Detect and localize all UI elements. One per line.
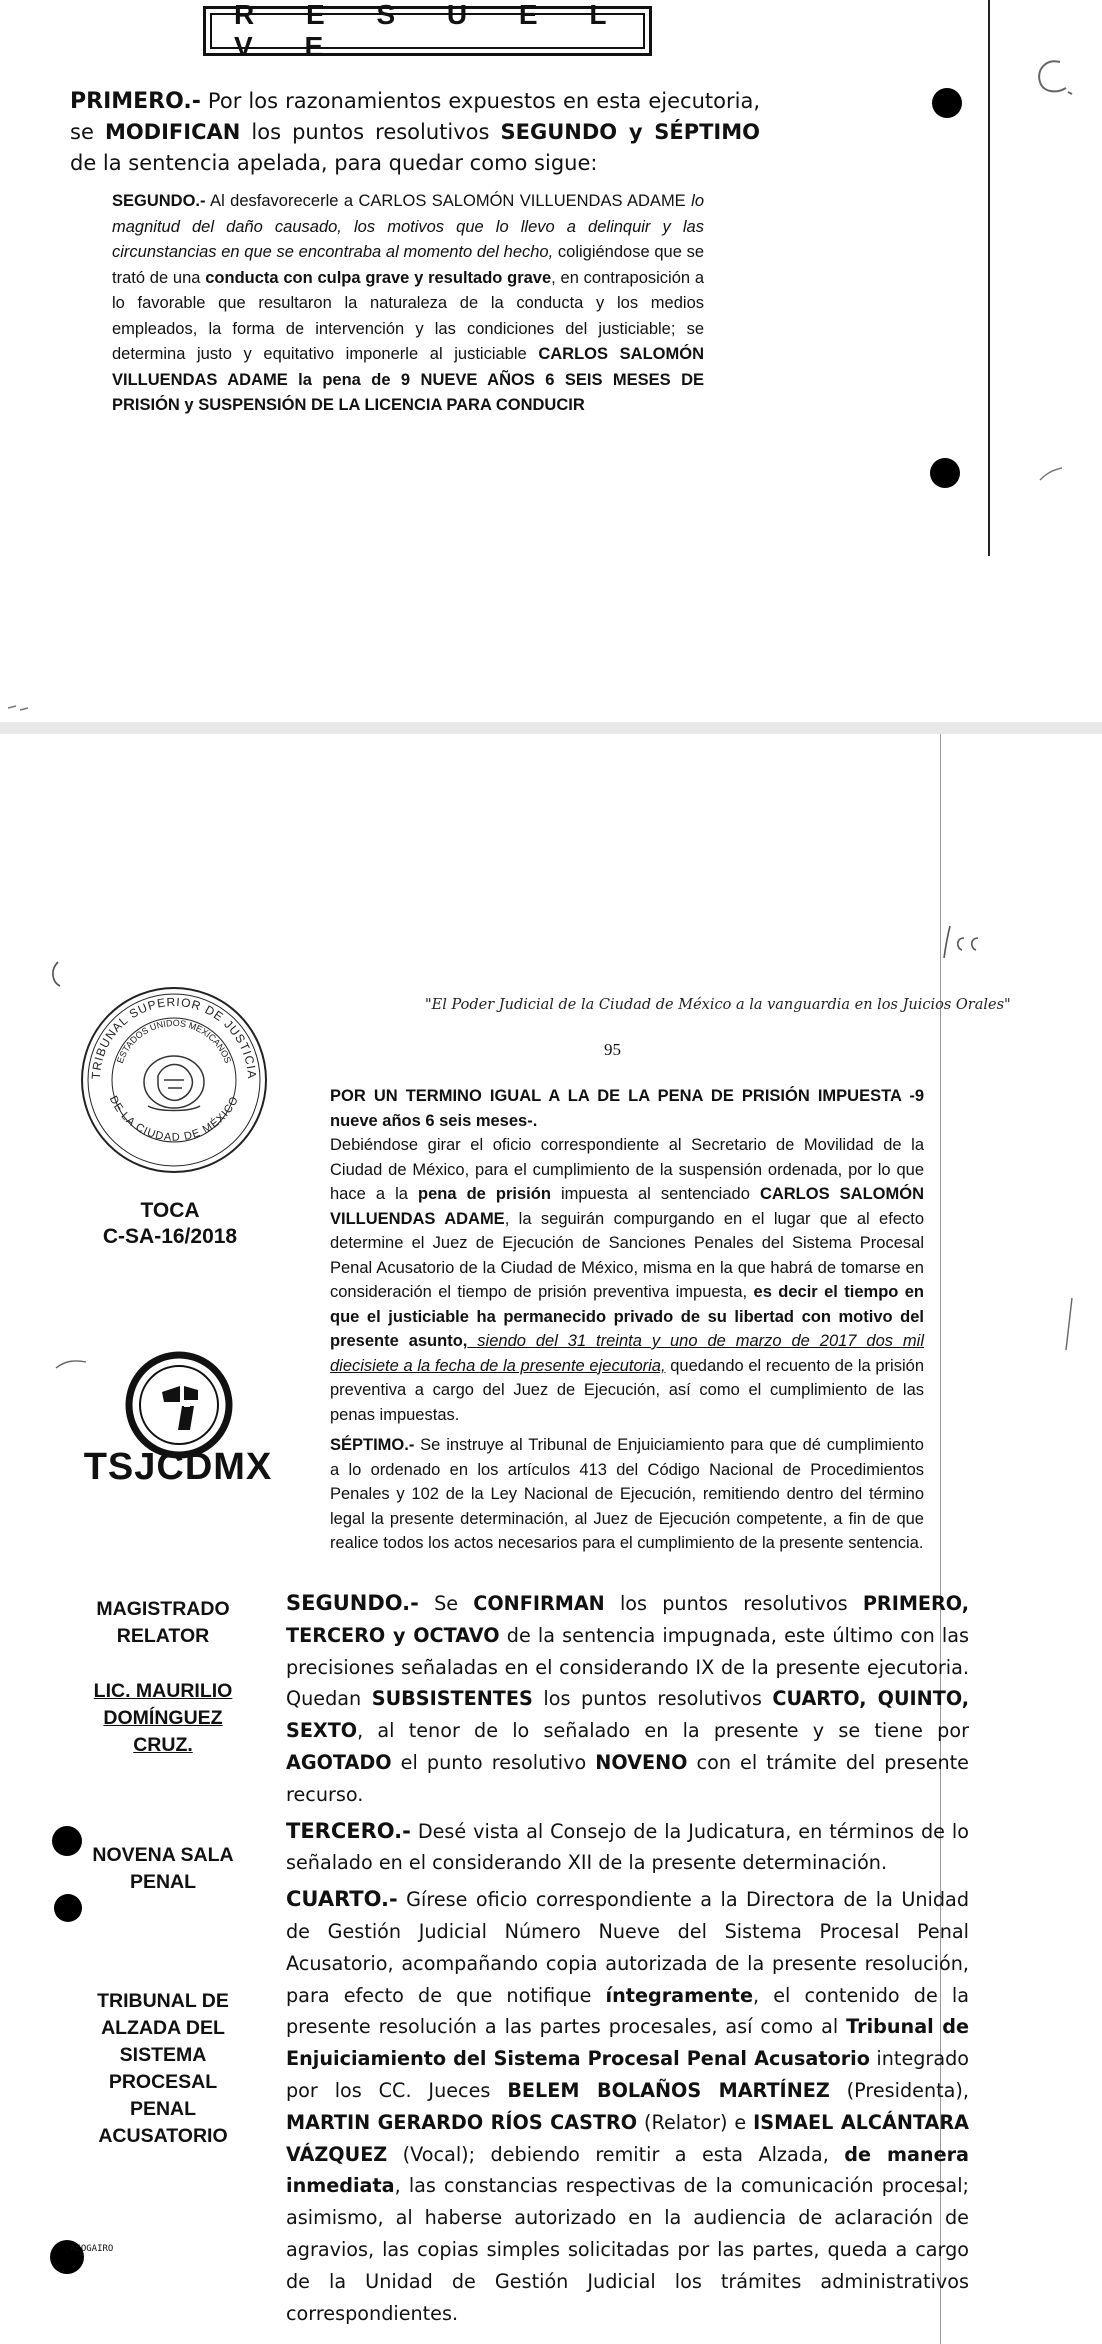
- hole-punch-mark: [932, 88, 962, 118]
- primero-text-b: los puntos resolutivos: [240, 120, 501, 144]
- toca-block: [80, 1198, 260, 1250]
- pena-term-paragraph: [330, 1084, 924, 1133]
- primero-paragraph: [70, 86, 760, 179]
- magistrate-name-line-2: DOMÍNGUEZ: [103, 1707, 223, 1729]
- handwritten-scribble: [936, 914, 996, 974]
- segundo-confirman: CONFIRMAN: [473, 1592, 605, 1615]
- handwritten-scribble: [1036, 462, 1066, 486]
- primero-text-a: Por los razonamientos expuestos en esta ejecutoria, se: [70, 89, 760, 144]
- cuarto-text-a: Gírese oficio correspondiente a la Directora de la Unidad de Gestión Judicial Número Nueve del Sistema Procesal Penal Acusatorio, acompañando copia autorizada de la presente resolución, para efecto de que notifique: [286, 1888, 969, 2007]
- document-page-1: [0, 0, 1102, 722]
- resuelve-heading: R E S U E L V E: [234, 0, 628, 62]
- quote-bold-2: CARLOS SALOMÓN VILLUENDAS ADAME la pena de 9 NUEVE AÑOS 6 SEIS MESES DE PRISIÓN y SUSPENSIÓN DE LA LICENCIA PARA CONDUCIR: [112, 345, 704, 414]
- trib-line-4: PROCESAL: [108, 2071, 218, 2093]
- quote-bold-1: conducta con culpa grave y resultado grave: [205, 268, 552, 287]
- primero-label: PRIMERO.-: [70, 89, 201, 114]
- oficio-text-a: Debiéndose girar el oficio correspondiente al Secretario de Movilidad de la Ciudad de México, para el cumplimiento de la suspensión ordenada, por lo que hace a la: [330, 1136, 924, 1203]
- segundo-text-d: los puntos resolutivos: [532, 1687, 773, 1711]
- magistrate-name-line-3: CRUZ.: [133, 1734, 193, 1756]
- segundo-label: SEGUNDO.-: [286, 1591, 419, 1615]
- quoted-segundo-paragraph: [112, 189, 704, 419]
- handwritten-scribble: [1060, 1294, 1090, 1354]
- segundo-puntos: PRIMERO, TERCERO y OCTAVO: [286, 1592, 969, 1647]
- toca-label: TOCA: [140, 1199, 200, 1222]
- magistrado-line-1: MAGISTRADO: [96, 1598, 230, 1620]
- magistrate-name: [68, 1678, 258, 1759]
- segundo-agotado: AGOTADO: [286, 1750, 392, 1774]
- cuarto-text-c: integrado por los CC. Jueces: [286, 2047, 969, 2102]
- segundo-text-e: , al tenor de lo señalado en la presente y se tiene por: [357, 1719, 969, 1743]
- svg-text:ESTADOS UNIDOS MEXICANOS: [115, 1018, 233, 1065]
- septimo-paragraph: [330, 1433, 924, 1556]
- cuarto-tribunal: Tribunal de Enjuiciamiento del Sistema Procesal Penal Acusatorio: [286, 2015, 969, 2071]
- magistrate-name-line-1: LIC. MAURILIO: [93, 1680, 233, 1702]
- page1-margin-line: [988, 0, 990, 556]
- oficio-text-b: impuesta al sentenciado: [550, 1185, 760, 1203]
- handwritten-scribble: [52, 1354, 92, 1374]
- oficio-underlined: siendo del 31 treinta y uno de marzo de 2017 dos mil diecisiete a la fecha de la presente ejecutoria,: [330, 1332, 924, 1375]
- trib-line-2: ALZADA DEL: [101, 2017, 225, 2039]
- segundo-subsistentes: SUBSISTENTES: [371, 1687, 533, 1711]
- quote-text-a: Al desfavorecerle a CARLOS SALOMÓN VILLUENDAS ADAME: [205, 192, 686, 210]
- segundo-text-b: los puntos resolutivos: [604, 1592, 863, 1615]
- resolutivo-continuation: [330, 1084, 924, 1556]
- primero-resolutivos: SEGUNDO y SÉPTIMO: [500, 120, 760, 144]
- oficio-paragraph: [330, 1133, 924, 1427]
- primero-text-c: de la sentencia apelada, para quedar como sigue:: [70, 151, 598, 175]
- seal-bottom-text: DE LA CIUDAD DE MÉXICO: [106, 1094, 242, 1144]
- trib-line-3: SISTEMA: [119, 2044, 207, 2066]
- novena-sala-label: [58, 1842, 268, 1896]
- tercero-text: Desé vista al Consejo de la Judicatura, en términos de lo señalado en el considerando XII de la presente determinación.: [286, 1819, 969, 1875]
- quote-segundo-label: SEGUNDO.-: [112, 192, 206, 210]
- cuarto-text-b: , el contenido de la presente resolución a las partes procesales, así como al: [286, 1983, 969, 2039]
- seal-inner-text: ESTADOS UNIDOS MEXICANOS: [114, 1017, 234, 1065]
- segundo-noveno: NOVENO: [595, 1750, 688, 1774]
- cuarto-text-g: , las constancias respectivas de la comunicación procesal; asimismo, al haberse autorizado en la audiencia de aclaración de agravios, las copias simples solicitadas por las partes, queda a cargo de la Unidad de Gestión Judicial los trámites administrativos correspondientes.: [286, 2174, 969, 2325]
- resuelve-inner-frame: [210, 0, 645, 62]
- hole-punch-mark: [930, 458, 960, 488]
- handwritten-scribble: [1030, 56, 1080, 102]
- segundo-text-a: Se: [418, 1592, 474, 1615]
- court-seal: [78, 984, 270, 1176]
- seal-top-text: TRIBUNAL SUPERIOR DE JUSTICIA: [88, 994, 260, 1080]
- tsjcdmx-logo-text: TSJCDMX: [83, 1446, 273, 1488]
- hole-punch-mark: [54, 1894, 82, 1922]
- primero-modifican: MODIFICAN: [104, 120, 241, 144]
- septimo-text: Se instruye al Tribunal de Enjuiciamiento para que dé cumplimiento a lo ordenado en los artículos 413 del Código Nacional de Procedimientos Penales y 102 de la Ley Nacional de Ejecución, remitiendo dentro del término legal la presente determinación, al Juez de Ejecución competente, a fin de que realice todos los actos necesarios para el cumplimiento de la presente sentencia.: [330, 1436, 924, 1552]
- quote-text-c: , en contraposición a lo favorable que resultaron la naturaleza de la conducta y los medios empleados, la forma de intervención y las condiciones del justiciable; se determina justo y equitativo imponerle al justiciable: [112, 268, 705, 363]
- septimo-label: SÉPTIMO.-: [330, 1436, 415, 1454]
- magistrado-line-2: RELATOR: [116, 1625, 210, 1647]
- oficio-text-c: , la seguirán compurgando en el lugar que al efecto determine el Juez de Ejecución de Sanciones Penales del Sistema Procesal Penal Acusatorio de la Ciudad de México, misma en la que habrá de tomarse en consideración el tiempo de prisión preventiva impuesta,: [330, 1209, 925, 1301]
- tribunal-alzada-label: [68, 1988, 258, 2150]
- cuarto-judge-3: ISMAEL ALCÁNTARA VÁZQUEZ: [286, 2110, 969, 2166]
- cuarto-paragraph: [286, 1884, 969, 2329]
- cuarto-integramente: íntegramente: [605, 1983, 753, 2007]
- novena-line-1: NOVENA SALA: [92, 1844, 234, 1866]
- magistrado-relator-label: [68, 1596, 258, 1650]
- quote-text-b: coligiéndose que se trató de una: [112, 243, 704, 287]
- resolutivos-main: [286, 1588, 969, 2329]
- header-motto: "El Poder Judicial de la Ciudad de México a la vanguardia en los Juicios Orales": [425, 997, 1011, 1013]
- hole-punch-mark: [52, 1826, 82, 1856]
- resuelve-heading-box: [203, 0, 652, 62]
- tercero-paragraph: [286, 1816, 969, 1880]
- trib-line-6: ACUSATORIO: [98, 2125, 228, 2147]
- oficio-pena: pena de prisión: [418, 1185, 551, 1203]
- trib-line-1: TRIBUNAL DE: [97, 1990, 229, 2012]
- segundo-text-c: de la sentencia impugnada, este último con las precisiones señaladas en el considerando IX de la presente ejecutoria. Quedan: [286, 1623, 969, 1711]
- cuarto-judge-1: BELEM BOLAÑOS MARTÍNEZ: [507, 2078, 830, 2102]
- svg-text:TRIBUNAL SUPERIOR DE JUSTICIA: [89, 995, 259, 1080]
- scan-speck: [6, 700, 36, 716]
- svg-text:DE LA CIUDAD DE MÉXICO: [107, 1094, 241, 1144]
- cuarto-text-d: (Presidenta),: [829, 2078, 969, 2102]
- novena-line-2: PENAL: [129, 1871, 197, 1893]
- cuarto-judge-2: MARTIN GERARDO RÍOS CASTRO: [286, 2110, 638, 2134]
- oficio-name: CARLOS SALOMÓN VILLUENDAS ADAME: [330, 1185, 924, 1228]
- quote-text-italic: lo magnitud del daño causado, los motivos que lo llevo a delinquir y las circunstancias en que se encontraba al momento del hecho,: [112, 192, 704, 261]
- cuarto-label: CUARTO.-: [286, 1887, 398, 1912]
- eagle-emblem-icon: [144, 1056, 204, 1111]
- segundo-cuarto-quinto-sexto: CUARTO, QUINTO, SEXTO: [286, 1687, 969, 1743]
- pena-term-bold: POR UN TERMINO IGUAL A LA DE LA PENA DE PRISIÓN IMPUESTA -9 nueve años 6 seis meses-.: [330, 1087, 924, 1130]
- cuarto-inmediata: de manera inmediata: [286, 2142, 969, 2198]
- segundo-text-g: con el trámite del presente recurso.: [286, 1750, 969, 1806]
- document-page-2: [0, 734, 1102, 2344]
- cuarto-text-f: (Vocal); debiendo remitir a esta Alzada,: [387, 2142, 845, 2166]
- oficio-bold: es decir el tiempo en que el justiciable ha permanecido privado de su libertad con motivo del presente asunto,: [330, 1283, 925, 1350]
- cuarto-text-e: (Relator) e: [637, 2110, 754, 2134]
- trib-line-5: PENAL: [129, 2098, 197, 2120]
- small-stamp-text: ACOGAIRO: [70, 2244, 114, 2254]
- page-number: 95: [604, 1040, 621, 1059]
- segundo-text-f: el punto resolutivo: [391, 1750, 596, 1774]
- tercero-label: TERCERO.-: [286, 1818, 411, 1843]
- segundo-paragraph: [286, 1588, 969, 1811]
- toca-number: C-SA-16/2018: [102, 1225, 238, 1248]
- oficio-text-d: quedando el recuento de la prisión preventiva a cargo del Juez de Ejecución, así como el cumplimiento de las penas impuestas.: [330, 1356, 924, 1424]
- tsjcdmx-logo-icon: [124, 1350, 234, 1460]
